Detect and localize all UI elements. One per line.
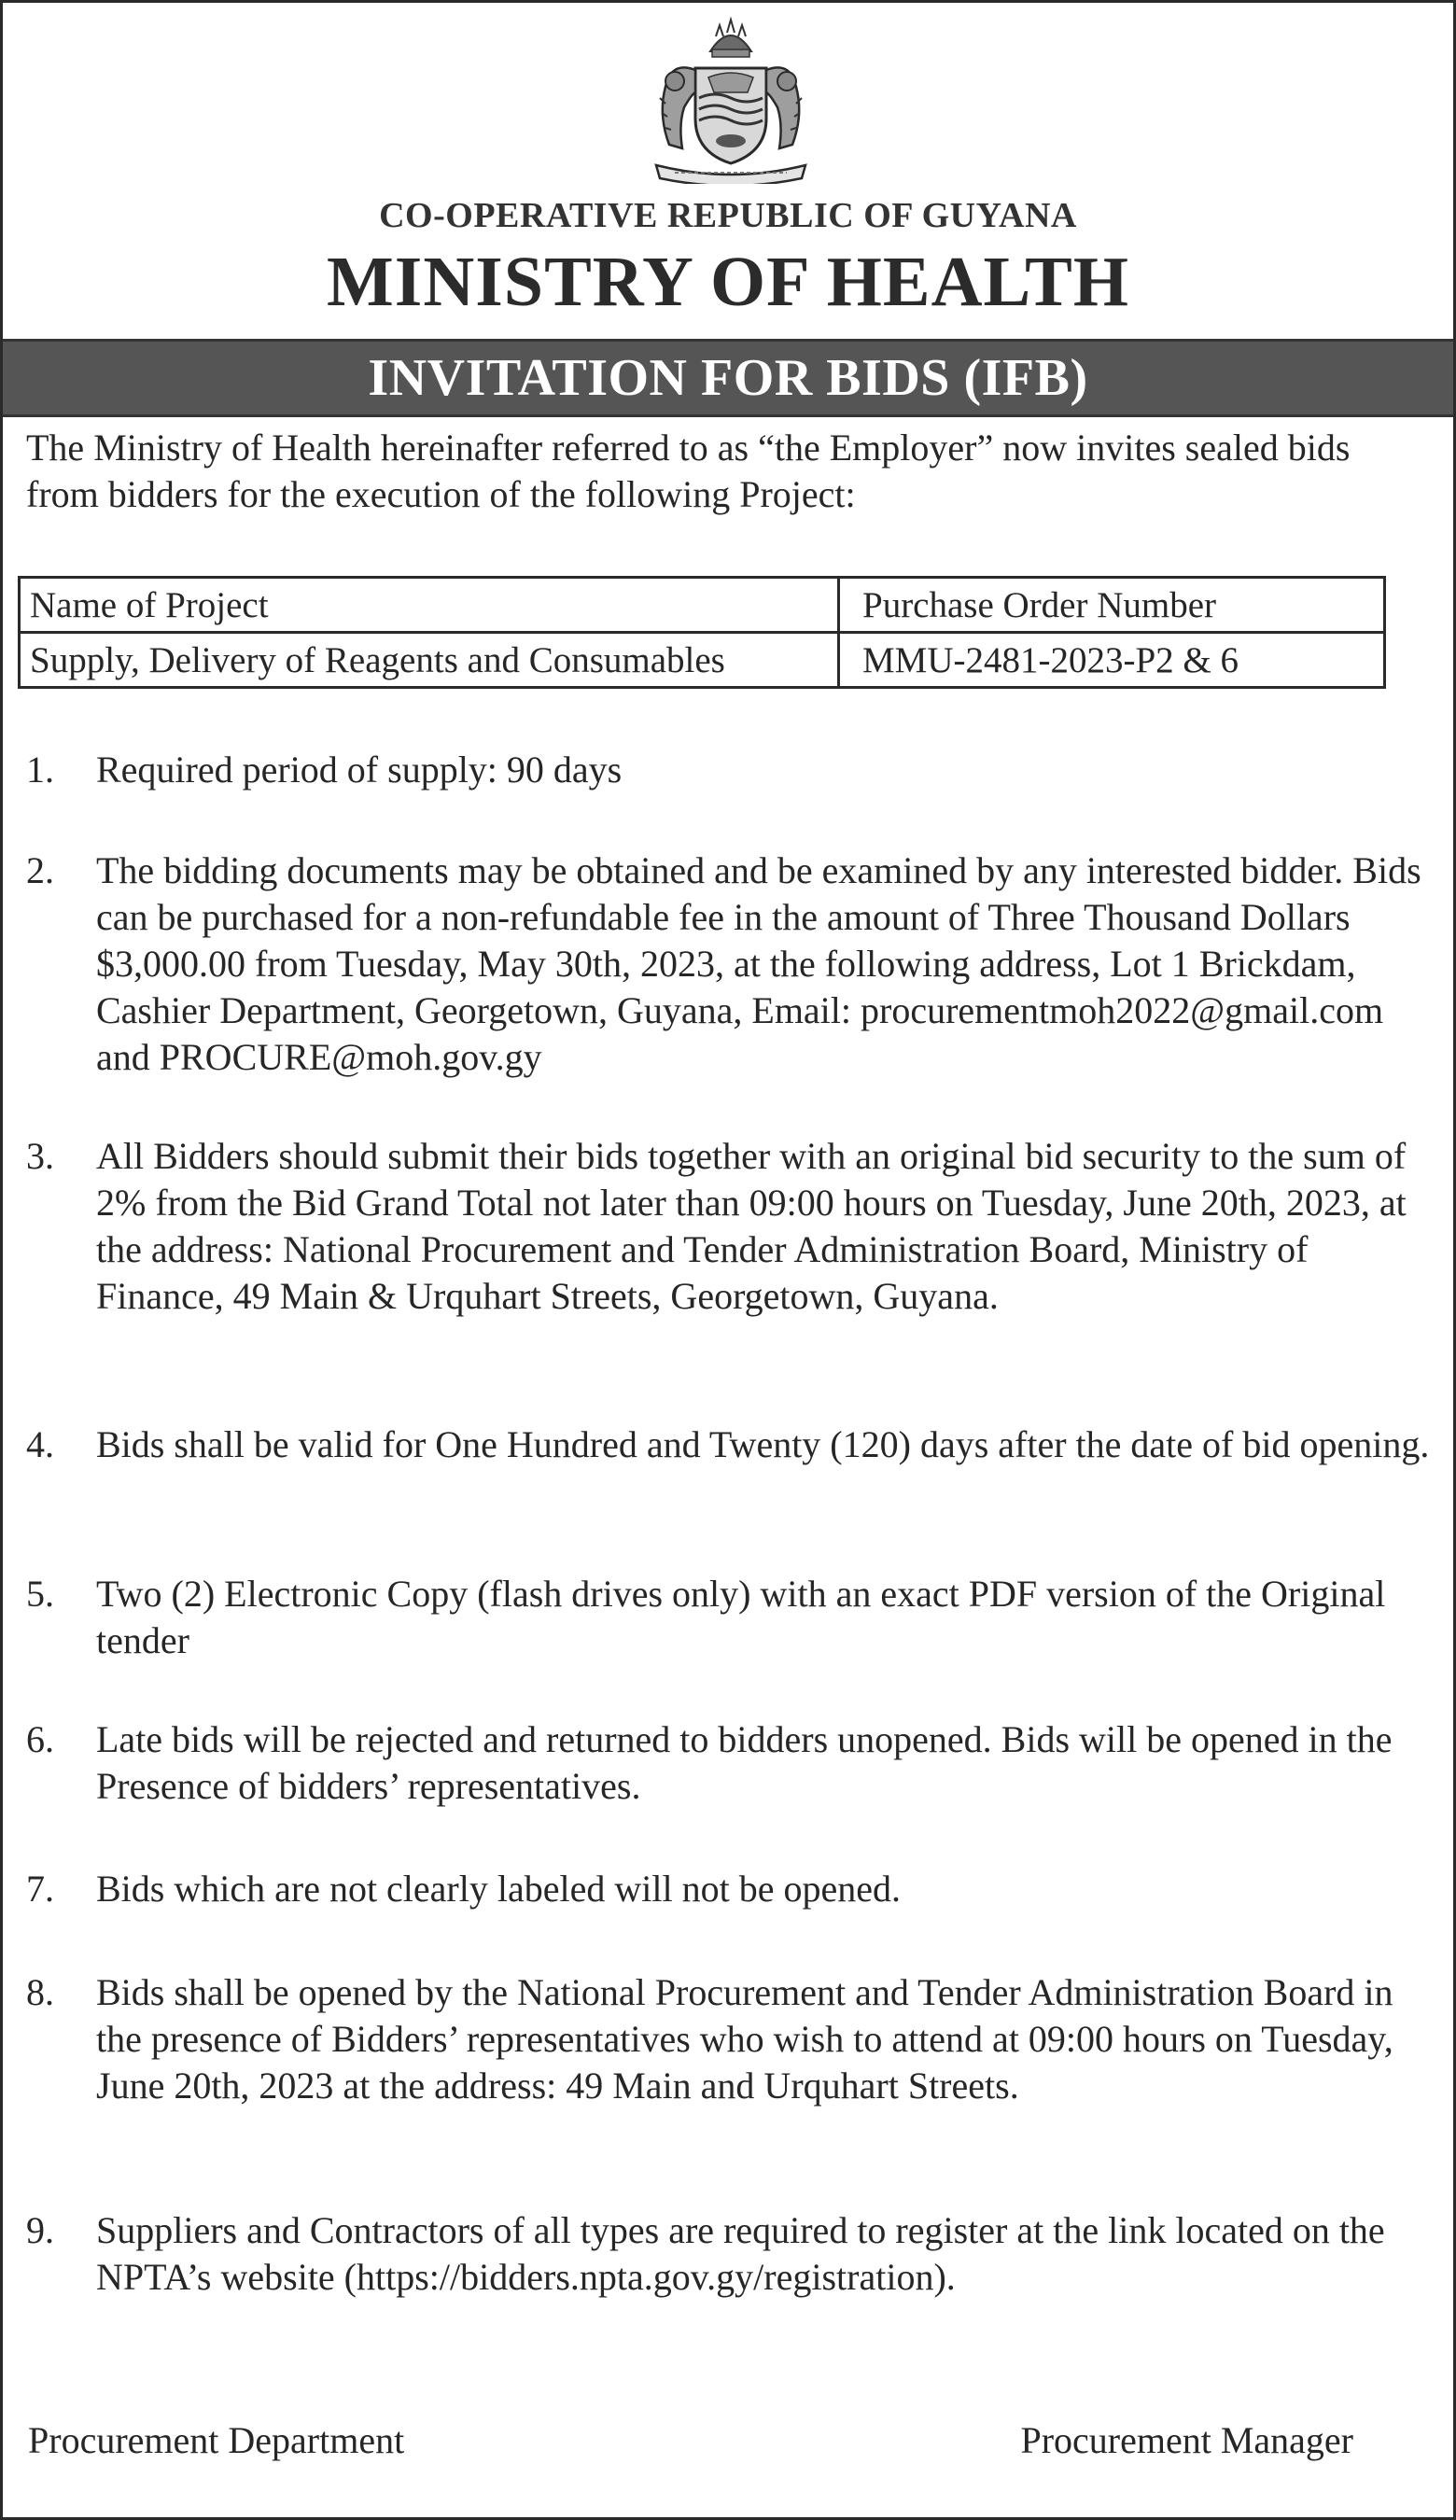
item-number: 6. (26, 1718, 54, 1760)
footer-department: Procurement Department (28, 2419, 405, 2461)
header-project-name: Name of Project (20, 578, 839, 633)
footer-manager: Procurement Manager (1020, 2419, 1353, 2461)
project-name-cell: Supply, Delivery of Reagents and Consumables (20, 633, 839, 688)
item-number: 2. (26, 849, 54, 891)
item-number: 8. (26, 1971, 54, 2013)
purchase-order-cell: MMU-2481-2023-P2 & 6 (839, 633, 1385, 688)
guyana-coat-of-arms-icon (637, 14, 824, 184)
item-number: 5. (26, 1573, 54, 1615)
item-text: All Bidders should submit their bids together with an original bid security to the sum of 2% from the Bid Grand Total not later than 09:00 hours on Tuesday, June 20th, 2023, at the address: National Procurement and Tender Administration Board, Ministry of Finance, 49 Main & Urquhart Streets, Georgetown, Guyana. (96, 1135, 1407, 1317)
item-text: Bids shall be valid for One Hundred and Twenty (120) days after the date of bid opening. (96, 1423, 1430, 1465)
title-banner (3, 339, 1453, 417)
item-number: 4. (26, 1423, 54, 1465)
item-number: 9. (26, 2209, 54, 2251)
item-text: Bids shall be opened by the National Procurement and Tender Administration Board in the presence of Bidders’ representatives who wish to attend at 09:00 hours on Tuesday, June 20th, 2023 at the address: 49 Main and Urquhart Streets. (96, 1971, 1393, 2107)
item-number: 7. (26, 1868, 54, 1910)
intro-paragraph: The Ministry of Health hereinafter referred to as “the Employer” now invites sealed bids from bidders for the execution of the following Project: (26, 427, 1351, 515)
item-text: Late bids will be rejected and returned to bidders unopened. Bids will be opened in the Presence of bidders’ representatives. (96, 1718, 1393, 1807)
banner-title: INVITATION FOR BIDS (IFB) (368, 349, 1088, 407)
item-number: 1. (26, 749, 54, 791)
item-text: Bids which are not clearly labeled will not be opened. (96, 1868, 901, 1910)
item-text: The bidding documents may be obtained and be examined by any interested bidder. Bids can be purchased for a non-refundable fee in the amount of Three Thousand Dollars $3,000.00 from Tuesday, May 30th, 2023, at the following address, Lot 1 Brickdam, Cashier Department, Georgetown, Guyana, Email: procurementmoh2022@gmail.com and PROCURE@moh.gov.gy (96, 849, 1421, 1078)
country-name: CO-OPERATIVE REPUBLIC OF GUYANA (379, 196, 1077, 235)
project-table (18, 576, 1386, 689)
table-row (20, 633, 1385, 688)
item-number: 3. (26, 1135, 54, 1177)
item-text: Suppliers and Contractors of all types are required to register at the link located on the NPTA’s website (https://bidders.npta.gov.gy/registration). (96, 2209, 1385, 2298)
table-header-row (20, 578, 1385, 633)
header-purchase-order: Purchase Order Number (839, 578, 1385, 633)
item-text: Required period of supply: 90 days (96, 749, 623, 791)
ministry-name: MINISTRY OF HEALTH (327, 243, 1129, 321)
item-text: Two (2) Electronic Copy (flash drives only) with an exact PDF version of the Original tender (96, 1573, 1386, 1661)
